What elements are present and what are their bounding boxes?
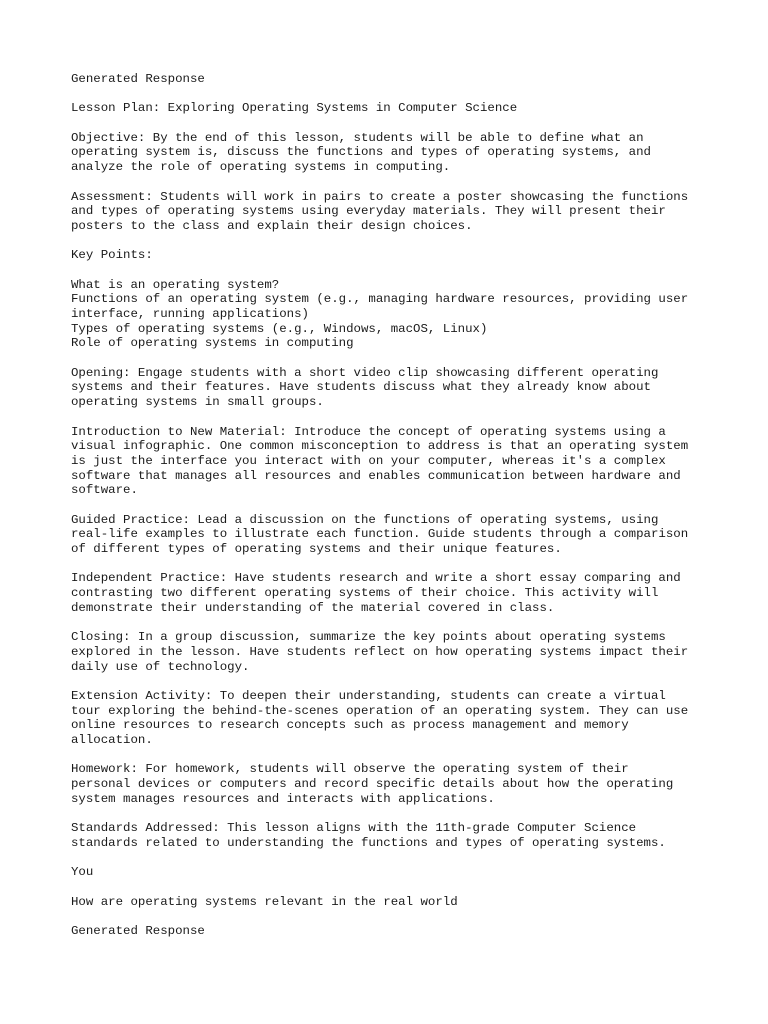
text-line: What is an operating system? <box>71 277 280 292</box>
text-line: Generated Response <box>71 923 205 938</box>
text-line: software. <box>71 483 138 498</box>
text-line: software that manages all resources and enables communication between hardware and <box>71 468 681 483</box>
text-line: system manages resources and interacts with applications. <box>71 791 495 806</box>
text-line: Role of operating systems in computing <box>71 336 354 351</box>
key-points-heading <box>71 248 711 263</box>
text-line: interface, running applications) <box>71 307 309 321</box>
text-line: Introduction to New Material: Introduce the concept of operating systems using a <box>71 424 666 439</box>
paragraph-spacer <box>71 116 711 131</box>
paragraph-spacer <box>71 674 711 689</box>
generated-response-heading-2 <box>71 924 711 939</box>
text-line: Objective: By the end of this lesson, students will be able to define what an <box>71 130 644 145</box>
paragraph-spacer <box>71 175 711 190</box>
independent-practice-paragraph <box>71 571 711 615</box>
paragraph-spacer <box>71 615 711 630</box>
text-line: systems and their features. Have students discuss what they already know about <box>71 380 651 395</box>
text-line: Functions of an operating system (e.g., managing hardware resources, providing user <box>71 292 689 307</box>
user-speaker-label <box>71 865 711 880</box>
text-line: Closing: In a group discussion, summarize the key points about operating systems <box>71 630 666 645</box>
text-line: demonstrate their understanding of the material covered in class. <box>71 600 555 615</box>
text-line: Guided Practice: Lead a discussion on the functions of operating systems, using <box>71 512 659 527</box>
text-line: analyze the role of operating systems in computing. <box>71 160 451 175</box>
text-line: Types of operating systems (e.g., Windows, macOS, Linux) <box>71 321 488 336</box>
assessment-paragraph <box>71 190 711 234</box>
lesson-plan-title <box>71 101 711 116</box>
text-line: visual infographic. One common misconception to address is that an operating system <box>71 439 689 454</box>
homework-paragraph <box>71 762 711 806</box>
text-line: Generated Response <box>71 72 205 86</box>
objective-paragraph <box>71 131 711 175</box>
text-line: operating system is, discuss the functions and types of operating systems, and <box>71 145 651 160</box>
key-points-list <box>71 278 711 351</box>
text-line: Homework: For homework, students will observe the operating system of their <box>71 762 629 777</box>
text-line: operating systems in small groups. <box>71 395 324 410</box>
paragraph-spacer <box>71 234 711 249</box>
paragraph-spacer <box>71 880 711 895</box>
text-line: contrasting two different operating systems of their choice. This activity will <box>71 586 659 601</box>
user-question <box>71 895 711 910</box>
guided-practice-paragraph <box>71 513 711 557</box>
text-line: How are operating systems relevant in the real world <box>71 894 458 909</box>
paragraph-spacer <box>71 263 711 278</box>
text-line: explored in the lesson. Have students reflect on how operating systems impact their <box>71 644 689 659</box>
text-line: real-life examples to illustrate each function. Guide students through a comparison <box>71 527 689 542</box>
text-line: of different types of operating systems and their unique features. <box>71 542 562 556</box>
paragraph-spacer <box>71 410 711 425</box>
text-line: tour exploring the behind-the-scenes operation of an operating system. They can use <box>71 703 689 718</box>
paragraph-spacer <box>71 498 711 513</box>
text-line: is just the interface you interact with on your computer, whereas it's a complex <box>71 453 666 468</box>
text-line: Extension Activity: To deepen their understanding, students can create a virtual <box>71 688 666 703</box>
text-line: allocation. <box>71 732 153 747</box>
paragraph-spacer <box>71 557 711 572</box>
standards-paragraph <box>71 821 711 850</box>
paragraph-spacer <box>71 850 711 865</box>
text-line: Standards Addressed: This lesson aligns with the 11th-grade Computer Science <box>71 821 637 836</box>
text-line: Key Points: <box>71 248 153 263</box>
paragraph-spacer <box>71 748 711 763</box>
paragraph-spacer <box>71 351 711 366</box>
opening-paragraph <box>71 366 711 410</box>
generated-response-heading <box>71 72 711 87</box>
text-line: Opening: Engage students with a short video clip showcasing different operating <box>71 365 659 380</box>
introduction-paragraph <box>71 425 711 498</box>
paragraph-spacer <box>71 87 711 102</box>
text-line: standards related to understanding the functions and types of operating systems. <box>71 835 666 850</box>
text-line: and types of operating systems using everyday materials. They will present their <box>71 204 666 219</box>
document-page <box>71 72 711 939</box>
text-line: Assessment: Students will work in pairs to create a poster showcasing the functions <box>71 189 689 204</box>
text-line: personal devices or computers and record specific details about how the operating <box>71 777 674 791</box>
text-line: posters to the class and explain their design choices. <box>71 218 473 233</box>
closing-paragraph <box>71 630 711 674</box>
text-line: online resources to research concepts such as process management and memory <box>71 718 629 733</box>
paragraph-spacer <box>71 909 711 924</box>
text-line: Independent Practice: Have students research and write a short essay comparing and <box>71 571 681 586</box>
extension-activity-paragraph <box>71 689 711 748</box>
text-line: Lesson Plan: Exploring Operating Systems in Computer Science <box>71 101 518 116</box>
text-line: You <box>71 865 94 880</box>
text-line: daily use of technology. <box>71 659 250 674</box>
paragraph-spacer <box>71 806 711 821</box>
